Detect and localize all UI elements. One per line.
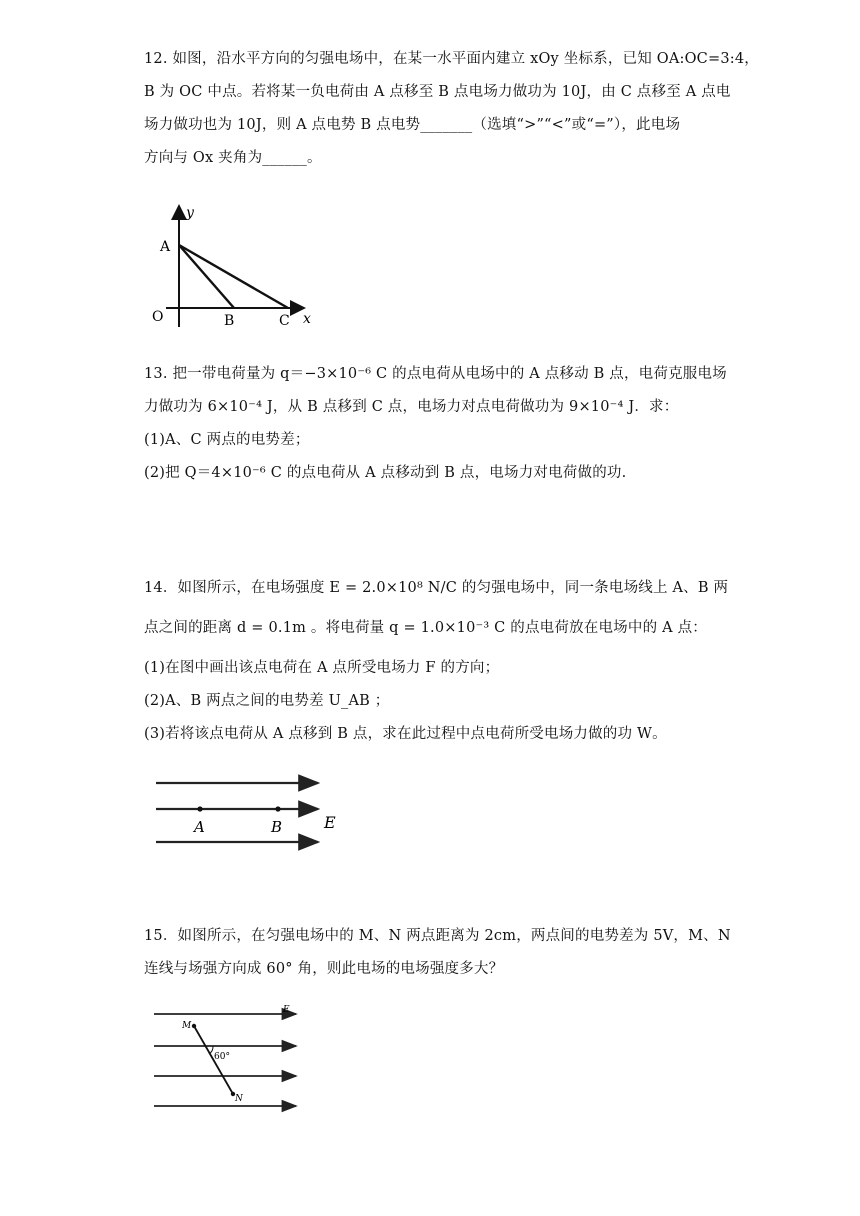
q15-label-n: N [235,1094,243,1104]
q13-line-4: (2)把 Q＝4×10⁻⁶ C 的点电荷从 A 点移动到 B 点，电场力对电荷做的功. [144,465,627,481]
q14-label-a: A [194,818,205,836]
q14-line-1: 14．如图所示，在电场强度 E = 2.0×10⁸ N/C 的匀强电场中，同一条电场线上 A、B 两 [144,580,729,596]
q15-label-e: E [283,1005,290,1015]
q12-line-ab [179,245,234,308]
q12-line-4: 方向与 Ox 夹角为______。 [144,150,322,166]
q14-label-b: B [271,818,283,836]
q14-line-2: 点之间的距离 d = 0.1m 。将电荷量 q = 1.0×10⁻³ C 的点电荷放在电场中的 A 点： [144,620,707,636]
q14-point-b [275,806,280,811]
q12-label-y: y [186,205,194,221]
q12-label-b: B [224,313,235,329]
q14-line-3: (1)在图中画出该点电荷在 A 点所受电场力 F 的方向； [144,660,500,676]
q15-line-1: 15．如图所示，在匀强电场中的 M、N 两点距离为 2cm，两点间的电势差为 5V，M、N [144,928,731,944]
question-14 [144,568,730,648]
question-13 [144,358,730,490]
question-12 [144,43,759,175]
q15-field-figure [150,1004,310,1116]
q15-point-m [192,1024,196,1028]
question-14-parts [144,652,730,751]
q12-line-3: 场力做功也为 10J，则 A 点电势 B 点电势_______（选填“>”“<”或“=”），此电场 [144,117,681,133]
q15-label-m: M [182,1021,192,1031]
q14-line-4: (2)A、B 两点之间的电势差 U_AB ； [144,693,390,709]
q14-point-a [197,806,202,811]
q13-line-1: 13. 把一带电荷量为 q＝−3×10⁻⁶ C 的点电荷从电场中的 A 点移动 B 点，电荷克服电场 [144,366,727,382]
question-15 [144,920,730,986]
q12-line-1: 12. 如图，沿水平方向的匀强电场中，在某一水平面内建立 xOy 坐标系，已知 OA:OC=3:4， [144,51,759,67]
q12-coordinate-figure [148,200,323,330]
q12-label-a: A [160,239,171,255]
q12-label-o: O [152,309,164,325]
q14-line-5: (3)若将该点电荷从 A 点移到 B 点，求在此过程中点电荷所受电场力做的功 W。 [144,726,667,742]
q13-line-2: 力做功为 6×10⁻⁴ J，从 B 点移到 C 点，电场力对点电荷做功为 9×10⁻⁴ J．求： [144,399,679,415]
q14-field-figure [150,770,350,858]
q12-line-ac [179,245,288,308]
q14-label-e: E [324,813,336,832]
q12-line-2: B 为 OC 中点。若将某一负电荷由 A 点移至 B 点电场力做功为 10J，由 C 点移至 A 点电 [144,84,731,100]
q12-label-c: C [279,313,290,329]
q12-label-x: x [303,311,311,327]
q15-line-2: 连线与场强方向成 60° 角，则此电场的电场强度多大？ [144,961,504,977]
q13-line-3: (1)A、C 两点的电势差； [144,432,310,448]
q15-label-angle: 60° [214,1052,230,1062]
